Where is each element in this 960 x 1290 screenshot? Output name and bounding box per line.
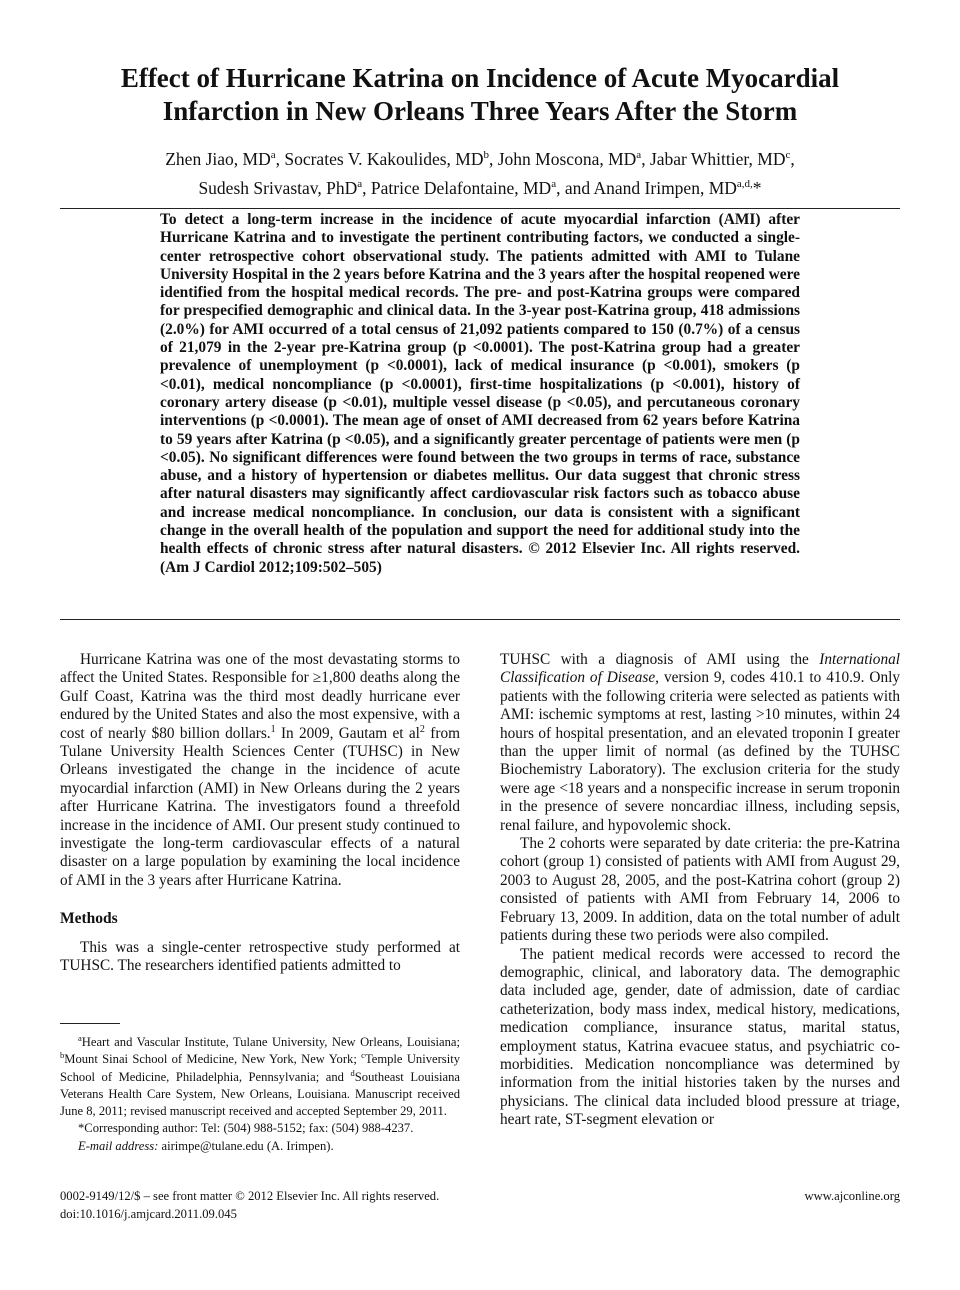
author-name: John Moscona, MD: [497, 148, 637, 169]
author-name: Sudesh Srivastav, PhD: [198, 177, 358, 198]
cohort-paragraph: The 2 cohorts were separated by date criteria: the pre-Katrina cohort (group 1) consisted of patients with AMI from August 29, 2003 to August 28, 2005, and the post-Katrina cohort (group 2) consisted of patients with AMI from February 14, 2006 to February 13, 2009. In addition, data on the total number of adult patients during these two periods were also compiled.: [500, 835, 900, 945]
right-column: [500, 651, 900, 1130]
reference-link[interactable]: 1: [270, 723, 276, 735]
intro-text: In 2009, Gautam et al: [275, 724, 420, 742]
intro-text: from Tulane University Health Sciences Center (TUHSC) in New Orleans investigated the change in the incidence of acute myocardial infarction (AMI) in New Orleans during the 2 years after Hurricane Katrina. The investigators found a threefold increase in the incidence of AMI. Our present study continued to investigate the long-term cardiovascular effects of a natural disaster on a large population by examining the local incidence of AMI in the 3 years after Hurricane Katrina.: [60, 724, 460, 889]
author-list: Zhen Jiao, $MD^a$, Socrates V. Kakoulides, $MD^b$, John Moscona, $MD^a$, Jabar Whittier, $MD^c$, Sudesh Srivastav, PhD$^a$, Patrice Delafontaine, $MD^a$, and Anand Irimpen, $MD^{a,d,}*$: [165, 148, 795, 198]
affiliation-mark: b: [483, 149, 489, 161]
affiliation-text: Mount Sinai School of Medicine, New York, New York;: [64, 1052, 362, 1067]
affiliation-mark: c: [785, 149, 791, 161]
abstract-bottom-rule: [60, 619, 900, 620]
abstract-top-rule: [60, 208, 900, 209]
author-name: Zhen Jiao, MD: [165, 148, 271, 169]
affiliation-mark: d: [350, 1067, 355, 1078]
intro-text: Hurricane Katrina was one of the most devastating storms to affect the United States. Responsible for ≥1,800 deaths along the Gulf Coast, Katrina was the third most deadly hurricane ever endured by the United States and also the most expensive, with a cost of nearly $80 billion dollars.: [60, 651, 460, 742]
corresponding-author-footnote: *Corresponding author: Tel: (504) 988-5152; fax: (504) 988-4237.: [78, 1121, 414, 1136]
journal-website[interactable]: www.ajconline.org: [804, 1189, 900, 1203]
reference-link[interactable]: 2: [419, 723, 425, 735]
email-owner: (A. Irimpen).: [263, 1138, 334, 1153]
corresponding-mark: *: [752, 177, 762, 198]
affiliation-mark: b: [60, 1050, 65, 1061]
footnotes: [60, 1034, 460, 1155]
email-label: E-mail address:: [78, 1138, 159, 1153]
footnote-rule: [60, 1023, 120, 1024]
issn-line: 0002-9149/12/$ – see front matter © 2012 Elsevier Inc. All rights reserved.: [60, 1189, 440, 1203]
email-footnote: [60, 1138, 460, 1155]
author-name: Patrice Delafontaine, MD: [370, 177, 552, 198]
affiliation-mark: a,d,: [736, 177, 753, 190]
affiliation-mark: a: [270, 149, 276, 161]
doi-line[interactable]: doi:10.1016/j.amjcard.2011.09.045: [60, 1206, 237, 1221]
left-column: [60, 651, 460, 976]
criteria-text: TUHSC with a diagnosis of AMI using the: [500, 651, 820, 668]
criteria-paragraph: [500, 651, 900, 835]
affiliation-text: Temple University School of Medicine, Philadelphia, Pennsylvania; and: [60, 1052, 460, 1084]
author-name: Socrates V. Kakoulides, MD: [284, 148, 484, 169]
affiliation-mark: a: [551, 177, 557, 190]
affiliation-text: Heart and Vascular Institute, Tulane University, New Orleans, Louisiana;: [81, 1035, 460, 1049]
icd-title: International Classification of Disease,: [500, 651, 900, 687]
journal-footer-left: [60, 1188, 439, 1223]
article-title: Effect of Hurricane Katrina on Incidence of Acute Myocardial Infarction in New Orleans Three Years After the Storm: [120, 63, 840, 126]
affiliation-mark: c: [361, 1050, 365, 1061]
affiliation-text: Southeast Louisiana Veterans Health Care System, New Orleans, Louisiana. Manuscript received June 8, 2011; revised manuscript received and accepted September 29, 2011.: [60, 1069, 460, 1119]
abstract-text: To detect a long-term increase in the incidence of acute myocardial infarction (AMI) after Hurricane Katrina and to investigate the pertinent contributing factors, we conducted a single-center retrospective cohort observational study. The patients admitted with AMI to Tulane University Hospital in the 2 years before Katrina and the 3 years after the hospital reopened were identified from the hospital medical records. The pre- and post-Katrina groups were compared for prespecified demographic and clinical data. In the 3-year post-Katrina group, 418 admissions (2.0%) for AMI occurred of a total census of 21,092 patients compared to 150 (0.7%) of a census of 21,079 in the 2-year pre-Katrina group (p <0.0001). The post-Katrina group had a greater prevalence of unemployment (p <0.0001), lack of medical insurance (p <0.001), smokers (p <0.01), medical noncompliance (p <0.0001), first-time hospitalizations (p <0.001), history of coronary artery disease (p <0.01), multiple vessel disease (p <0.05), and percutaneous coronary interventions (p <0.0001). The mean age of onset of AMI decreased from 62 years before Katrina to 59 years after Katrina (p <0.05), and a significantly greater percentage of patients were men (p <0.05). No significant differences were found between the two groups in terms of race, substance abuse, and a history of hypertension or diabetes mellitus. Our data suggest that chronic stress after natural disasters may significantly affect cardiovascular risk factors such as tobacco abuse and increase medical noncompliance. In conclusion, our data is consistent with a significant change in the overall health of the population and support the need for additional study into the health effects of chronic stress after natural disasters. © 2012 Elsevier Inc. All rights reserved. (Am J Cardiol 2012;109:502–505): [160, 211, 800, 576]
criteria-text: version 9, codes 410.1 to 410.9. Only patients with the following criteria were selected as patients with AMI: ischemic symptoms at rest, lasting >10 minutes, within 24 hours of hospital presentation, and an elevated troponin I greater than the upper limit of normal (as defined by the TUHSC Biochemistry Laboratory). The exclusion criteria for the study were age <18 years and a nonspecific increase in serum troponin in the presence of severe noncardiac illness, including sepsis, renal failure, and hypovolemic shock.: [500, 669, 900, 834]
intro-paragraph: [60, 651, 460, 890]
email-link[interactable]: airimpe@tulane.edu: [161, 1138, 264, 1153]
methods-paragraph: This was a single-center retrospective study performed at TUHSC. The researchers identified patients admitted to: [60, 938, 460, 975]
author-name: Jabar Whittier, MD: [649, 148, 786, 169]
records-paragraph: The patient medical records were accessed to record the demographic, clinical, and laboratory data. The demographic data included age, gender, date of admission, date of cardiac catheterization, body mass index, medical history, medications, medication compliance, insurance status, marital status, employment status, Katrina evacuee status, and psychiatric co-morbidities. Medication noncompliance was determined by information from the initial histories taken by the nurses and physicians. The clinical data included blood pressure at triage, heart rate, ST-segment elevation or: [500, 945, 900, 1129]
affiliation-mark: a: [357, 177, 363, 190]
affiliation-mark: a: [636, 149, 642, 161]
affiliation-mark: a: [78, 1032, 82, 1043]
affiliations-footnote: [60, 1034, 460, 1120]
author-name: Anand Irimpen, MD: [593, 177, 737, 198]
methods-heading: Methods: [60, 910, 118, 928]
